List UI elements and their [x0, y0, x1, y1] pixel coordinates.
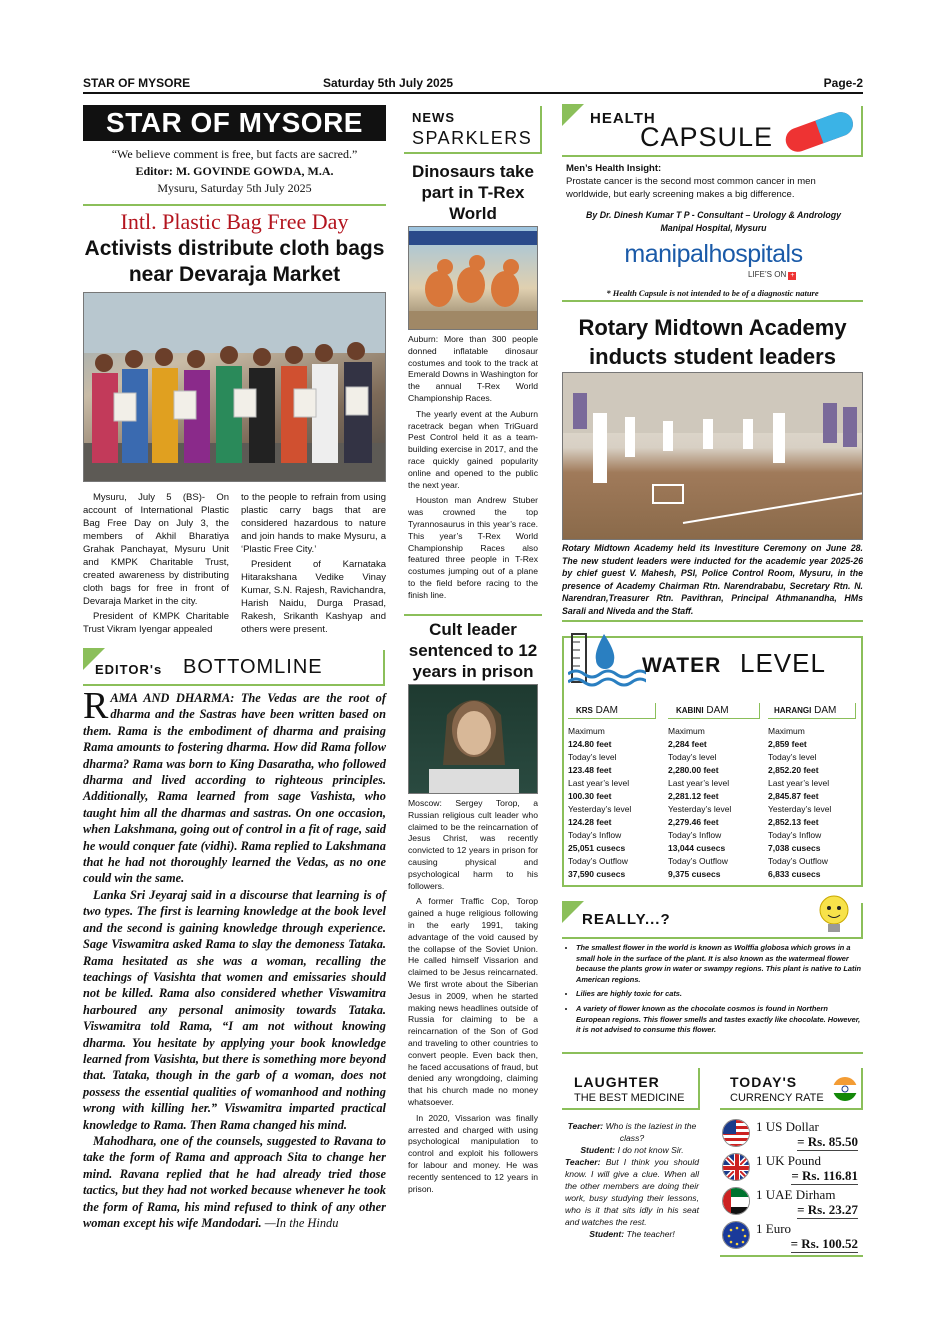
dino-photo	[408, 226, 538, 330]
portrait-icon	[409, 685, 538, 794]
cult-headline: Cult leader sentenced to 12 years in prison	[408, 620, 538, 681]
divider	[720, 1255, 863, 1257]
dam-row-value: 6,833 cusecs	[768, 869, 821, 879]
dam-row	[768, 803, 860, 829]
dam-short: KRS	[576, 706, 593, 715]
dam-row-value: 123.48 feet	[568, 765, 612, 775]
dam-row	[768, 751, 860, 777]
lead-headline: Activists distribute cloth bags near Devaraja Market	[84, 237, 385, 286]
lead-photo	[83, 292, 386, 482]
divider	[83, 204, 386, 206]
rate-value: = Rs. 23.27	[797, 1202, 858, 1217]
joke-line	[565, 1228, 699, 1240]
dam-row	[568, 725, 660, 751]
lead-para: President of Karnataka Hitarakshana Vedike Vinay Kumar, S.N. Rajesh, Ravichandra, Harish Naidu, Durga Prasad, Rakesh, Srikanth Kashyap and others were present.	[241, 559, 386, 635]
health-capsule-label	[562, 106, 863, 157]
rotary-caption: Rotary Midtown Academy held its Investiture Ceremony on June 28. The new student leaders were inducted for the academic year 2025-26 by chief guest V. Mahesh, PSI, Police Control Room, Mysuru, in the presence of Academy Chairman Rtn. Narendrababu, Secretary Rtn. N. Narendran,Treasurer Rtn. Pavithran, Principal Athmanandha, HMs Sarali and Niveda and the Staff.	[562, 542, 863, 622]
editorial-source: —In the Hindu	[264, 1216, 339, 1230]
rate-unit: 1 US Dollar	[756, 1119, 819, 1134]
dam-row-value: 7,038 cusecs	[768, 843, 821, 853]
joke-text: I do not know Sir.	[617, 1145, 684, 1155]
dam-row-label: Maximum	[568, 726, 605, 736]
joke-text: Who is the laziest in the class?	[605, 1121, 697, 1143]
dam-row-label: Last year’s level	[568, 778, 630, 788]
us-flag-icon	[722, 1119, 750, 1147]
dam-row-value: 124.28 feet	[568, 817, 612, 827]
dam-row	[568, 751, 660, 777]
editorial-dropcap: R	[83, 685, 109, 727]
really-list	[566, 943, 862, 1040]
dam-row	[768, 725, 860, 751]
health-label-small: HEALTH	[590, 110, 656, 127]
dam-label	[768, 703, 856, 719]
joke-line	[565, 1120, 699, 1144]
dam-row-value: 9,375 cusecs	[668, 869, 721, 879]
dam-row-label: Last year’s level	[668, 778, 730, 788]
issue-date: Saturday 5th July 2025	[323, 76, 454, 90]
rate-row-aed	[722, 1187, 862, 1219]
dam-row-label: Today’s Outflow	[568, 856, 628, 866]
dam-row-value: 100.30 feet	[568, 791, 612, 801]
dam-row-value: 2,281.12 feet	[668, 791, 719, 801]
dam-row-label: Today’s Inflow	[568, 830, 622, 840]
dam-readings	[668, 725, 760, 881]
lead-para: to the people to refrain from using plastic carry bags that are considered hazardous to nature and join hands to make Mysuru, a ‘Plastic Free City.’	[241, 492, 386, 555]
really-item: • A variety of flower known as the chocolate cosmos is found in Northern European regions. This flower smells and tastes exactly like chocolate. However, it is not advised to consume this flower.	[576, 1004, 862, 1036]
currency-label-big: CURRENCY RATE	[730, 1092, 824, 1104]
cult-para: In 2020, Vissarion was finally arrested and charged with using psychological manipulation to control and exploit his followers for labour and money. He was recently sentenced to 12 years in prison.	[408, 1112, 538, 1194]
masthead-editor: Editor: M. GOVINDE GOWDA, M.A.	[135, 164, 334, 178]
masthead-place-date: Mysuru, Saturday 5th July 2025	[157, 181, 312, 195]
cult-photo	[408, 684, 538, 794]
dam-word: DAM	[706, 705, 729, 716]
dam-row-value: 37,590 cusecs	[568, 869, 626, 879]
dam-row-label: Maximum	[768, 726, 805, 736]
really-item: • Lilies are highly toxic for cats.	[576, 989, 862, 1000]
dam-row	[568, 777, 660, 803]
laughter-joke	[565, 1120, 699, 1240]
editorial-para: Mahodhara, one of the counsels, suggested to Ravana to take the form of Rama and approach Sita to change her mind. Ravana replied that he had already tried those tactics, but they had not worked because whenever he took the form of Rama, his mind refused to think of any other woman except his wife Mandodari.	[83, 1133, 386, 1230]
dam-label	[568, 703, 656, 719]
dam-row-label: Today’s level	[768, 752, 817, 762]
sponsor-tag-text: LIFE’S ON	[748, 270, 787, 279]
really-item: • The smallest flower in the world is known as Wolffia globosa which grows in a small hole in the surface of the plant. It is also known as the watermeal flower because the plants grow in water or swampy regions. This plant is native to Latin American regions.	[576, 943, 862, 985]
laughter-label-box	[562, 1068, 700, 1110]
dam-short: KABINI	[676, 706, 704, 715]
editorial-body	[83, 685, 386, 1231]
crowd-photo-icon	[84, 293, 386, 482]
joke-speaker: Student:	[580, 1145, 616, 1155]
editorial-label-small: EDITOR's	[95, 662, 163, 677]
joke-text: But I think you should know. I will give a clue. When all the other members are doing their work, busy studying their lessons, who is it that sits idly in his seat and watches the rest.	[565, 1157, 700, 1227]
rate-row-gbp	[722, 1153, 862, 1185]
news-sparklers-label	[404, 106, 542, 154]
page-number: Page-2	[823, 76, 863, 90]
dam-row-value: 124.80 feet	[568, 739, 612, 749]
dam-row	[668, 751, 760, 777]
joke-speaker: Student:	[589, 1229, 625, 1239]
lead-col-2	[241, 491, 386, 638]
divider	[562, 1052, 863, 1054]
rate-value: = Rs. 100.52	[790, 1236, 858, 1251]
water-drop-icon	[568, 628, 646, 688]
dam-row-label: Today’s Outflow	[768, 856, 828, 866]
cult-para: Moscow: Sergey Torop, a Russian religious cult leader who claimed to be the reincarnation of Jesus Christ, was recently convicted to 12 years in prison for causing physical and psychological harm to his followers.	[408, 798, 538, 891]
editorial-para: Lanka Sri Jeyaraj said in a discourse that learning is of two types. The first is learning knowledge at the book level and the second is gaining knowledge through experience. Sage Viswamitra asked Rama to slay the demoness Tataka. Rama hesitated as she was a woman, recalling the teachings of Vasishta that women and emissaries should not be killed. Rama also considered whether Viswamitra harboured any personal animosity towards Tataka. Viswamitra told Rama, “I am not without knowing dharma. You hesitate by applying your book knowledge learned from Vasishta, but there is something more beyond that. Tataka, though in the garb of a woman, does not possess the essential qualities of womanhood and nothing wrong with killing her.” Viswamitra imparted practical knowledge to Rama. Then Rama changed his mind.	[83, 887, 386, 1132]
dino-para: Auburn: More than 300 people donned inflatable dinosaur costumes and took to the track at Emerald Downs in Washington for the annual T-Rex World Championship Races.	[408, 334, 538, 403]
editorial-para: AMA AND DHARMA: The Vedas are the root of dharma and the Sastras have been written based on them. Rama is the embodiment of dharma and praising Rama amounts to fostering dharma. How did Rama follow dharma? Rama was born to King Dasaratha, who followed dharma and lived according to righteous principles. Additionally, Rama learned from sage Vashista, who taught him all the dharmas and sastras. On one occasion, when Lakshmana, going out of control in a fit of rage, said he would conquer fate (vidhi). Rama replied to Lakshmana that he had not thoroughly learned the Vedas, as no one could win the same.	[83, 691, 386, 886]
dam-readings	[568, 725, 660, 881]
dam-row-label: Today’s level	[568, 752, 617, 762]
rotary-headline: Rotary Midtown Academy inducts student leaders	[578, 315, 847, 369]
eu-flag-icon	[722, 1221, 750, 1249]
dam-row-label: Maximum	[668, 726, 705, 736]
divider	[404, 614, 542, 616]
dam-word: DAM	[595, 705, 618, 716]
currency-label-small: TODAY'S	[730, 1074, 798, 1090]
dam-readings	[768, 725, 860, 881]
uae-flag-icon	[722, 1187, 750, 1215]
laughter-label-small: LAUGHTER	[574, 1074, 660, 1090]
joke-text: The teacher!	[626, 1229, 675, 1239]
dam-row-value: 25,051 cusecs	[568, 843, 626, 853]
dam-row	[668, 803, 760, 829]
dam-row-label: Yesterday’s level	[568, 804, 632, 814]
corner-triangle-icon	[562, 104, 586, 128]
dam-harangi	[768, 703, 860, 881]
sponsor-tagline	[748, 270, 796, 280]
dam-row-label: Today’s Inflow	[768, 830, 822, 840]
uk-flag-icon	[722, 1153, 750, 1181]
dam-row-label: Today’s Outflow	[668, 856, 728, 866]
lead-kicker: Intl. Plastic Bag Free Day	[120, 209, 349, 234]
health-byline-2: Manipal Hospital, Mysuru	[660, 223, 767, 233]
dam-short: HARANGI	[774, 706, 812, 715]
rate-value: = Rs. 85.50	[797, 1134, 858, 1149]
dam-row	[568, 855, 660, 881]
dam-row	[668, 777, 760, 803]
rate-unit: 1 UK Pound	[756, 1153, 822, 1168]
dam-row-value: 2,859 feet	[768, 739, 807, 749]
dam-row-label: Last year’s level	[768, 778, 830, 788]
rate-row-usd	[722, 1119, 862, 1151]
dam-row-label: Today’s Inflow	[668, 830, 722, 840]
dam-row-value: 2,852.20 feet	[768, 765, 819, 775]
rate-value: = Rs. 116.81	[791, 1168, 858, 1183]
health-content	[566, 162, 861, 235]
rate-unit: 1 Euro	[756, 1221, 792, 1236]
india-flag-icon	[832, 1076, 858, 1102]
health-label-big: CAPSULE	[640, 122, 774, 152]
dam-row-label: Today’s level	[668, 752, 717, 762]
rotary-photo	[562, 372, 863, 540]
laughter-label-big: THE BEST MEDICINE	[574, 1092, 685, 1104]
capsule-pill-icon	[778, 108, 860, 154]
dinosaur-icon	[409, 227, 538, 330]
masthead-logo: STAR OF MYSORE	[83, 105, 386, 141]
lead-para: President of KMPK Charitable Trust Vikram Iyengar appealed	[83, 611, 229, 635]
dam-row	[768, 777, 860, 803]
paper-name: STAR OF MYSORE	[83, 76, 191, 90]
dino-headline: Dinosaurs take part in T-Rex World	[412, 162, 534, 223]
plus-icon: +	[790, 272, 795, 279]
health-insight-title: Men’s Health Insight:	[566, 163, 662, 174]
dino-para: The yearly event at the Auburn racetrack began when TriGuard Pest Control held it as a team-building exercise in 2017, and the race quickly gained popularity online and opened to the public the next year.	[408, 408, 538, 490]
dam-row	[768, 855, 860, 881]
dam-row-label: Yesterday’s level	[668, 804, 732, 814]
dino-para: Houston man Andrew Stuber was crowned the top Tyrannosaurus in this year’s race. This year’s T-Rex World Championship Races also featured three people in T-Rex costumes jumping out of a plane to the field before racing to the finish line.	[408, 495, 538, 600]
joke-line	[565, 1156, 699, 1228]
cult-para: A former Traffic Cop, Torop gained a huge religious following in the early 1991, taking advantage of the void caused by the collapse of the Soviet Union. He called himself Vissarion and claimed to be Jesus reincarnated. We first wrote about the Siberian Jesus in 2009, when he started making news headlines outside of Russia for claiming to be a reincarnation of the Son of God and traveling to other countries to convert people. Even back then, he faced accusations of fraud, but denied any wrongdoing, claiming that his church made no money whatsoever.	[408, 896, 538, 1107]
dam-row	[768, 829, 860, 855]
water-label-big: LEVEL	[740, 648, 826, 678]
dam-row-value: 2,852.13 feet	[768, 817, 819, 827]
page-header	[83, 76, 863, 94]
lead-para: Mysuru, July 5 (BS)- On account of International Plastic Bag Free Day on July 3, the members of Akhil Bharatiya Grahak Panchayat, Mysuru Unit and KMPK Charitable Trust, created awareness by distributing cloth bags for free in front of Devaraja Market in the city.	[83, 492, 229, 607]
dam-row	[668, 725, 760, 751]
dino-body	[408, 334, 538, 606]
health-byline: By Dr. Dinesh Kumar T P - Consultant – Urology & Andrology	[586, 210, 841, 220]
editorial-label-big: BOTTOMLINE	[183, 656, 323, 678]
news-label-big: SPARKLERS	[412, 128, 533, 148]
cult-body	[408, 798, 538, 1199]
dam-label	[668, 703, 760, 719]
editorial-label-box	[83, 650, 385, 686]
joke-speaker: Teacher:	[567, 1121, 604, 1131]
water-label-small: WATER	[642, 654, 722, 677]
dam-row-value: 13,044 cusecs	[668, 843, 726, 853]
dam-word: DAM	[814, 705, 837, 716]
news-label-small: NEWS	[412, 110, 455, 125]
joke-speaker: Teacher:	[565, 1157, 601, 1167]
dam-krs	[568, 703, 660, 881]
health-disclaimer: * Health Capsule is not intended to be of a diagnostic nature	[562, 288, 863, 302]
rate-unit: 1 UAE Dirham	[756, 1187, 836, 1202]
dam-row-value: 2,845.87 feet	[768, 791, 819, 801]
really-label: REALLY...?	[582, 911, 671, 928]
dam-row	[668, 829, 760, 855]
masthead-tagline	[83, 146, 386, 197]
lead-col-1	[83, 491, 229, 638]
dam-row	[568, 829, 660, 855]
dam-kabini	[668, 703, 760, 881]
joke-line	[565, 1144, 699, 1156]
assembly-photo-icon	[563, 373, 863, 540]
rate-row-eur	[722, 1221, 862, 1253]
sponsor-logo: manipalhospitals	[624, 240, 803, 268]
dam-row-value: 2,279.46 feet	[668, 817, 719, 827]
health-insight: Prostate cancer is the second most common cancer in men worldwide, but early screening makes a big difference.	[566, 176, 816, 200]
dam-row-value: 2,280.00 feet	[668, 765, 719, 775]
currency-label-box	[720, 1068, 863, 1110]
dam-row	[568, 803, 660, 829]
dam-row-value: 2,284 feet	[668, 739, 707, 749]
dam-row-label: Yesterday’s level	[768, 804, 832, 814]
dam-row	[668, 855, 760, 881]
masthead-quote: “We believe comment is free, but facts are sacred.”	[111, 147, 358, 161]
lightbulb-icon	[814, 890, 854, 940]
